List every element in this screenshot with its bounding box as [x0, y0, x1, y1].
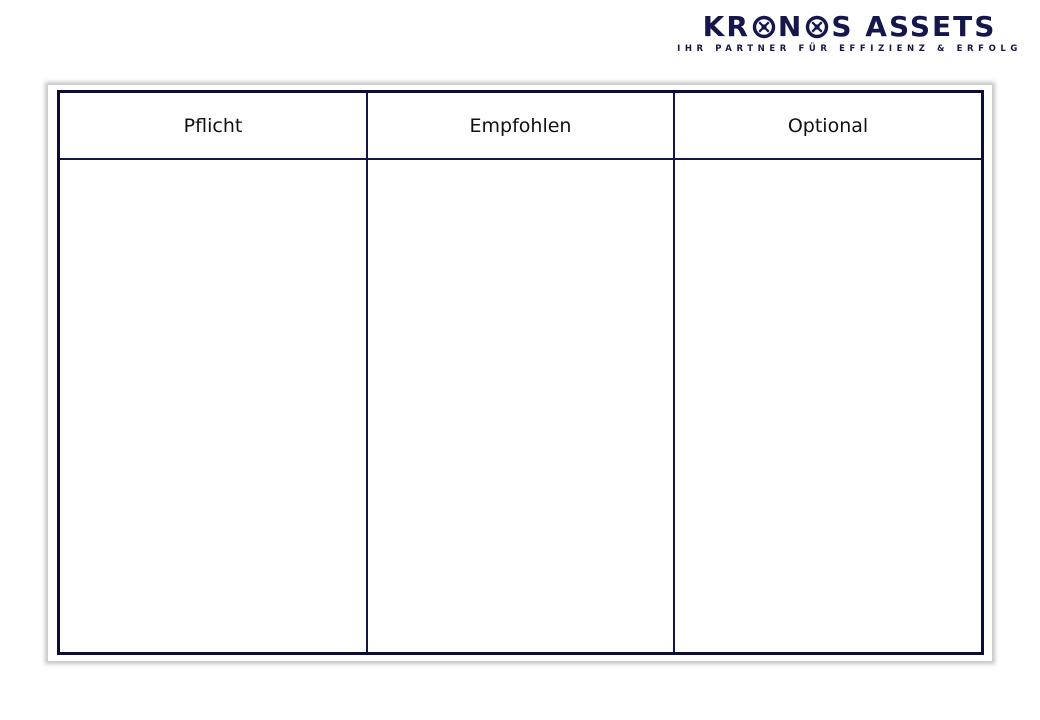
column-body-empfohlen[interactable]: [368, 160, 675, 652]
priority-table: [57, 90, 984, 655]
column-header-optional: Optional: [675, 93, 981, 160]
column-header-empfohlen: Empfohlen: [368, 93, 675, 160]
logo-tagline: IHR PARTNER FÜR EFFIZIENZ & ERFOLG: [677, 44, 1022, 54]
company-logo: [677, 12, 1022, 54]
logo-text-part-3: S ASSETS: [831, 10, 997, 43]
logo-text-part-2: N: [777, 10, 804, 43]
logo-o-emblem-icon: [805, 15, 829, 39]
column-header-pflicht: Pflicht: [60, 93, 368, 160]
column-body-optional[interactable]: [675, 160, 981, 652]
column-body-pflicht[interactable]: [60, 160, 368, 652]
logo-text-part-1: KR: [702, 10, 750, 43]
logo-wordmark: [677, 12, 1022, 42]
logo-o-emblem-icon: [752, 15, 776, 39]
